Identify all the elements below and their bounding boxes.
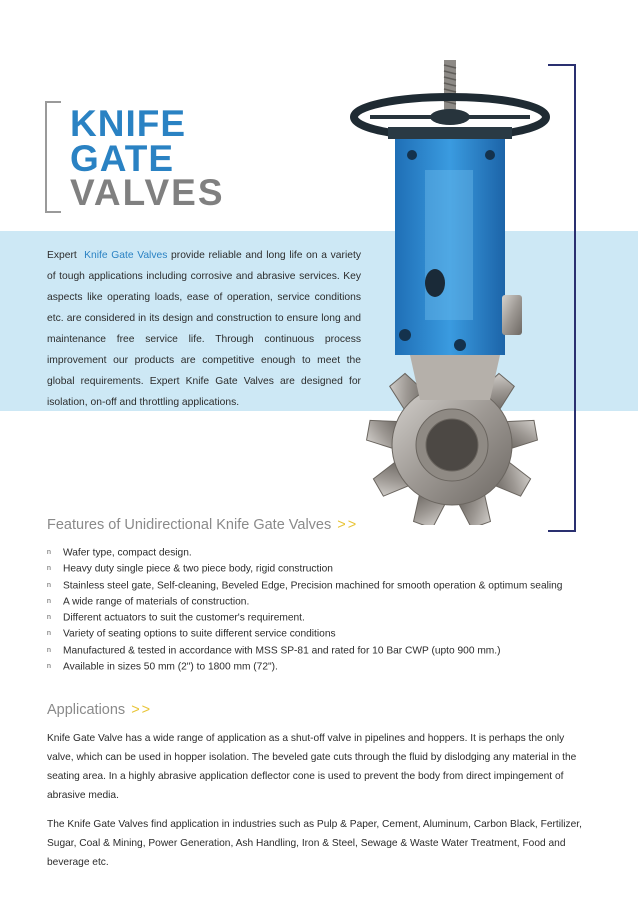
list-item (47, 561, 562, 577)
list-item (47, 545, 562, 561)
intro-body: provide reliable and long life on a variety of tough applications including corrosive and abrasive services. Key aspects like operating loads, ease of operation, service conditions etc. are considered in its design and construction to ensure long and maintenance free service life. Through continuous process improvement our products are competitive enough to meet the global requirements. Expert Knife Gate Valves are designed for isolation, on-off and throttling applications. (47, 250, 361, 408)
title-knife: KNIFE (70, 103, 186, 144)
applications-paragraph-2: The Knife Gate Valves find application in industries such as Pulp & Paper, Cement, Aluminum, Carbon Black, Fertilizer, Sugar, Coal & Mining, Power Generation, Ash Handling, Iron & Steel, Sewage & Waste Water Treatment, Food and beverage etc. (47, 819, 582, 868)
applications-arrows: >> (131, 702, 153, 718)
list-item (47, 659, 562, 675)
applications-heading (47, 702, 152, 718)
feature-text: A wide range of materials of construction. (63, 596, 250, 608)
intro-lead: Expert (47, 250, 77, 261)
feature-text: Different actuators to suit the customer's requirement. (63, 612, 305, 624)
intro-highlight: Knife Gate Valves (84, 250, 168, 261)
feature-text: Manufactured & tested in accordance with MSS SP-81 and rated for 10 Bar CWP (upto 900 mm.) (63, 645, 501, 657)
knife-gate-valve-image (340, 55, 560, 525)
bullet: n (47, 614, 51, 622)
list-item (47, 626, 562, 642)
intro-paragraph (47, 245, 361, 413)
features-list (47, 545, 562, 675)
features-heading-text: Features of Unidirectional Knife Gate Valves (47, 517, 332, 533)
bullet: n (47, 663, 51, 671)
title-gate: GATE (70, 138, 175, 179)
applications-heading-text: Applications (47, 702, 126, 718)
feature-text: Stainless steel gate, Self-cleaning, Beveled Edge, Precision machined for smooth operation & optimum sealing (63, 580, 563, 592)
features-arrows: >> (337, 517, 359, 533)
bullet: n (47, 581, 51, 589)
bullet: n (47, 597, 51, 605)
bullet: n (47, 630, 51, 638)
features-heading (47, 517, 358, 533)
feature-text: Wafer type, compact design. (63, 547, 192, 559)
title-valves: VALVES (70, 172, 225, 213)
title-bracket (45, 101, 61, 213)
applications-paragraph-1: Knife Gate Valve has a wide range of application as a shut-off valve in pipelines and hoppers. It is perhaps the only valve, which can be used in hopper isolation. The beveled gate cuts through the fluid by dislodging any material in the seating area. In a highly abrasive application deflector cone is used to prevent the body from direct impingement of abrasive media. (47, 733, 577, 801)
list-item (47, 594, 562, 610)
list-item (47, 578, 562, 594)
feature-text: Heavy duty single piece & two piece body, rigid construction (63, 563, 333, 575)
bullet: n (47, 646, 51, 654)
list-item (47, 643, 562, 659)
list-item (47, 610, 562, 626)
bullet: n (47, 565, 51, 573)
feature-text: Variety of seating options to suite different service conditions (63, 629, 336, 641)
bullet: n (47, 549, 51, 556)
feature-text: Available in sizes 50 mm (2") to 1800 mm (72"). (63, 661, 278, 673)
